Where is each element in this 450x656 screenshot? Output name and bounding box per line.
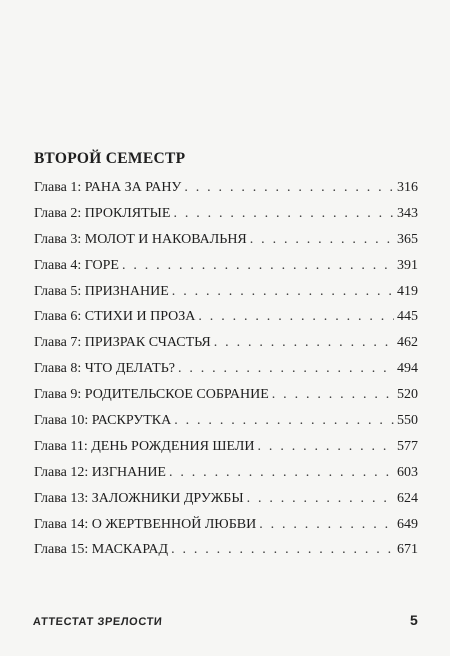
dot-leader (198, 307, 394, 327)
toc-entry (34, 385, 418, 411)
dot-leader (184, 178, 394, 198)
toc-entry-label: Глава 14: О ЖЕРТВЕННОЙ ЛЮБВИ (34, 516, 257, 532)
toc-entry-label: Глава 2: ПРОКЛЯТЫЕ (34, 205, 171, 221)
toc-entry-page: 520 (397, 387, 418, 403)
toc-entry-label: Глава 5: ПРИЗНАНИЕ (34, 283, 169, 299)
toc-entry-page: 624 (397, 490, 418, 506)
dot-leader (122, 256, 394, 276)
toc-entry-label: Глава 8: ЧТО ДЕЛАТЬ? (34, 361, 175, 377)
dot-leader (214, 333, 394, 353)
toc-entry (34, 307, 418, 333)
dot-leader (272, 385, 394, 405)
dot-leader (173, 204, 394, 224)
dot-leader (250, 230, 394, 250)
toc-entry (34, 204, 418, 230)
toc-entry-label: Глава 3: МОЛОТ И НАКОВАЛЬНЯ (34, 231, 247, 247)
toc-entry (34, 282, 418, 308)
toc-entry-page: 316 (397, 180, 418, 195)
toc-entry (34, 489, 418, 515)
toc-entry (34, 411, 418, 437)
toc-entry (34, 178, 418, 204)
toc-entry-label: Глава 1: РАНА ЗА РАНУ (34, 180, 182, 195)
dot-leader (247, 489, 394, 509)
dot-leader (259, 515, 394, 535)
toc-entry-page: 577 (397, 438, 418, 454)
toc-entry (34, 256, 418, 282)
toc-entry-label: Глава 9: РОДИТЕЛЬСКОЕ СОБРАНИЕ (34, 387, 269, 403)
toc-entry (34, 437, 418, 463)
dot-leader (172, 282, 394, 302)
toc-entry (34, 540, 418, 566)
toc-entry-label: Глава 13: ЗАЛОЖНИКИ ДРУЖБЫ (34, 490, 244, 506)
toc-entry-page: 671 (397, 542, 418, 558)
dot-leader (258, 437, 394, 457)
toc-entry-page: 365 (397, 231, 418, 247)
dot-leader (178, 359, 394, 379)
toc-entry (34, 230, 418, 256)
toc-entry-label: Глава 4: ГОРЕ (34, 257, 119, 273)
toc-entry-page: 462 (397, 335, 418, 351)
toc-entry-page: 343 (397, 205, 418, 221)
toc-entry-page: 550 (397, 413, 418, 429)
toc-entry-page: 391 (397, 257, 418, 273)
toc-entry (34, 333, 418, 359)
dot-leader (169, 463, 394, 483)
toc-entry-page: 445 (397, 309, 418, 325)
dot-leader (171, 540, 394, 560)
toc-entry-page: 494 (397, 361, 418, 377)
toc-entry-label: Глава 10: РАСКРУТКА (34, 413, 172, 429)
table-of-contents (34, 178, 418, 566)
dot-leader (174, 411, 394, 431)
toc-entry (34, 515, 418, 541)
toc-entry (34, 359, 418, 385)
toc-entry-page: 649 (397, 516, 418, 532)
toc-entry-label: Глава 12: ИЗГНАНИЕ (34, 464, 166, 480)
toc-entry-label: Глава 15: МАСКАРАД (34, 542, 169, 558)
toc-entry-label: Глава 6: СТИХИ И ПРОЗА (34, 309, 196, 325)
toc-entry (34, 463, 418, 489)
toc-entry-label: Глава 11: ДЕНЬ РОЖДЕНИЯ ШЕЛИ (34, 438, 255, 454)
toc-entry-page: 603 (397, 464, 418, 480)
section-title: ВТОРОЙ СЕМЕСТР (34, 150, 186, 167)
toc-entry-page: 419 (397, 283, 418, 299)
toc-entry-label: Глава 7: ПРИЗРАК СЧАСТЬЯ (34, 335, 211, 351)
running-footer-title: АТТЕСТАТ ЗРЕЛОСТИ (32, 616, 163, 628)
page-number: 5 (410, 612, 418, 628)
